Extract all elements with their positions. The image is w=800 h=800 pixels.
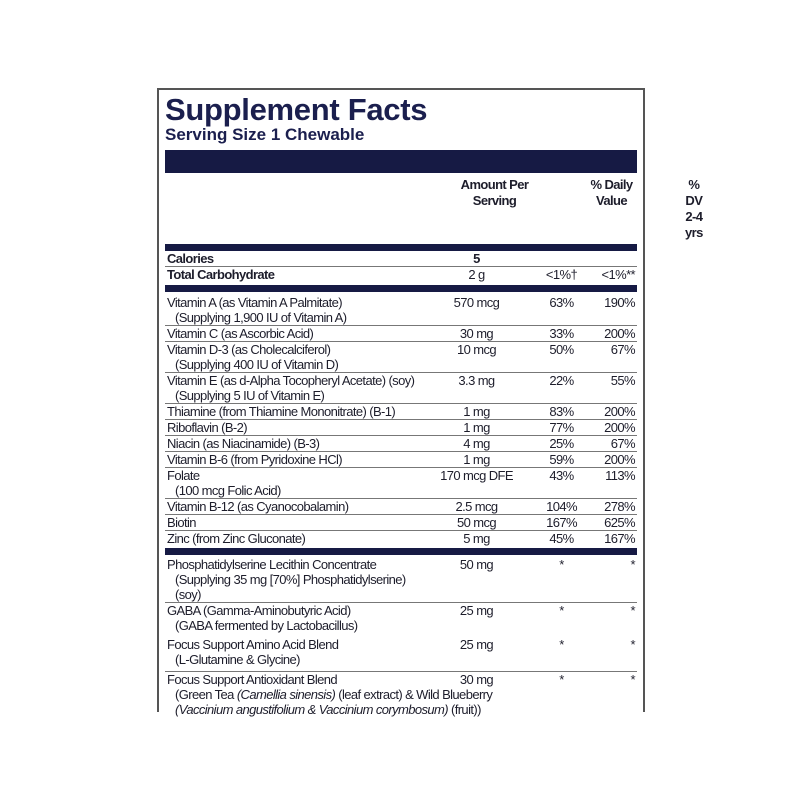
daily-value: 104%: [546, 499, 577, 514]
dv-2-4: 200%: [604, 326, 635, 341]
daily-value: *: [559, 557, 564, 572]
ingredient-name: Focus Support Antioxidant Blend: [167, 672, 338, 687]
amount: 25 mg: [459, 603, 494, 618]
table-row: [165, 404, 637, 420]
ingredient-name: GABA (Gamma-Aminobutyric Acid): [167, 603, 351, 618]
dv-2-4: *: [630, 672, 635, 687]
nutrient-name: [165, 295, 429, 325]
table-row: [165, 342, 637, 373]
ingredient-name: Vitamin B-6 (from Pyridoxine HCl): [167, 452, 343, 467]
vitamin-list: [165, 295, 637, 546]
detail-part: (Camellia sinensis): [236, 687, 336, 702]
daily-value: *: [559, 672, 564, 687]
nutrient-name: [165, 557, 429, 602]
serving-size: Serving Size 1 Chewable: [165, 125, 365, 144]
daily-value: *: [559, 637, 564, 652]
nutrient-name: [165, 326, 429, 341]
amount: 1 mg: [463, 404, 490, 419]
nutrient-name: [165, 603, 429, 637]
other-ingredients-list: [165, 557, 637, 717]
dv-2-4: 113%: [605, 468, 635, 483]
nutrient-name: Calories: [167, 251, 214, 266]
dv-2-4: 625%: [604, 515, 635, 530]
dv-2-4: *: [630, 557, 635, 572]
table-row: [165, 672, 637, 717]
dv-2-4: 67%: [610, 436, 635, 451]
ingredient-name: Folate: [167, 468, 200, 483]
amount: 30 mg: [459, 326, 494, 341]
daily-value: 50%: [549, 342, 574, 357]
detail-part: (Vaccinium angustifolium & Vaccinium corymbosum): [175, 702, 448, 717]
amount: 5: [473, 251, 480, 266]
daily-value: 63%: [549, 295, 574, 310]
table-row: [165, 436, 637, 452]
daily-value: 77%: [549, 420, 574, 435]
daily-value: 59%: [549, 452, 574, 467]
supplement-facts-panel: [157, 88, 703, 717]
detail-part: (fruit)): [447, 702, 481, 717]
table-row: [165, 499, 637, 515]
table-row: [165, 452, 637, 468]
nutrient-name: [165, 342, 429, 372]
divider-bar: [165, 548, 637, 555]
divider-bar: [165, 285, 637, 292]
nutrient-name: [165, 452, 429, 467]
amount: 2.5 mcg: [455, 499, 498, 514]
nutrient-name: [165, 373, 429, 403]
ingredient-detail: (Supplying 5 IU of Vitamin E): [175, 388, 325, 403]
nutrient-name: [165, 637, 429, 671]
ingredient-detail: (L-Glutamine & Glycine): [175, 652, 300, 667]
nutrient-name: [165, 436, 429, 451]
ingredient-detail: (Supplying 400 IU of Vitamin D): [175, 357, 339, 372]
ingredient-name: Zinc (from Zinc Gluconate): [167, 531, 306, 546]
divider-bar: [165, 150, 637, 173]
panel-title: Supplement Facts: [165, 92, 428, 127]
amount: 170 mcg DFE: [440, 468, 513, 483]
dv-2-4: *: [630, 603, 635, 618]
ingredient-name: Vitamin B-12 (as Cyanocobalamin): [167, 499, 349, 514]
table-row: [165, 531, 637, 546]
table-row: [165, 468, 637, 499]
daily-value: 83%: [549, 404, 574, 419]
dv-2-4: 190%: [604, 295, 635, 310]
daily-value: 33%: [549, 326, 574, 341]
dv-2-4: 278%: [604, 499, 635, 514]
ingredient-detail: (GABA fermented by Lactobacillus): [175, 618, 358, 633]
calories-row: [165, 251, 637, 267]
amount: 50 mcg: [456, 515, 497, 530]
dv-2-4: <1%**: [601, 267, 635, 282]
ingredient-detail: (100 mcg Folic Acid): [175, 483, 281, 498]
ingredient-name: Focus Support Amino Acid Blend: [167, 637, 339, 652]
table-row: [165, 637, 637, 672]
daily-value: 43%: [549, 468, 574, 483]
detail-part: (leaf extract) & Wild Blueberry: [335, 687, 493, 702]
amount: 10 mcg: [456, 342, 497, 357]
ingredient-name: Vitamin D-3 (as Cholecalciferol): [167, 342, 331, 357]
nutrient-name: [165, 515, 429, 530]
amount: 1 mg: [463, 452, 490, 467]
carb-row: [165, 267, 637, 282]
ingredient-detail: (Supplying 35 mg [70%] Phosphatidylserine) (soy): [175, 572, 406, 602]
header-dv24: % DV 2-4 yrs: [685, 177, 703, 240]
table-row: [165, 373, 637, 404]
amount: 25 mg: [459, 637, 494, 652]
table-row: [165, 603, 637, 637]
table-row: [165, 557, 637, 603]
dv-2-4: 55%: [610, 373, 635, 388]
dv-2-4: 200%: [604, 420, 635, 435]
daily-value: <1%†: [545, 267, 578, 282]
table-row: [165, 295, 637, 326]
header-amount: Amount Per Serving: [460, 177, 529, 208]
daily-value: 25%: [549, 436, 574, 451]
ingredient-name: Vitamin E (as d-Alpha Tocopheryl Acetate) (soy): [167, 373, 415, 388]
amount: 30 mg: [459, 672, 494, 687]
amount: 4 mg: [463, 436, 490, 451]
dv-2-4: 200%: [604, 404, 635, 419]
ingredient-name: Vitamin A (as Vitamin A Palmitate): [167, 295, 342, 310]
ingredient-name: Niacin (as Niacinamide) (B-3): [167, 436, 320, 451]
nutrient-name: [165, 531, 429, 546]
nutrient-name: [165, 420, 429, 435]
dv-2-4: 200%: [604, 452, 635, 467]
divider-bar: [165, 244, 637, 251]
daily-value: *: [559, 603, 564, 618]
amount: 3.3 mg: [458, 373, 495, 388]
nutrient-name: Total Carbohydrate: [167, 267, 275, 282]
amount: 1 mg: [463, 420, 490, 435]
ingredient-name: Vitamin C (as Ascorbic Acid): [167, 326, 314, 341]
ingredient-name: Phosphatidylserine Lecithin Concentrate: [167, 557, 377, 572]
table-row: [165, 420, 637, 436]
daily-value: 167%: [546, 515, 577, 530]
amount: 570 mcg: [453, 295, 500, 310]
amount: 2 g: [468, 267, 485, 282]
column-headers: [165, 173, 703, 244]
table-row: [165, 515, 637, 531]
nutrient-name: [165, 468, 429, 498]
nutrient-name: [165, 404, 429, 419]
ingredient-name: Biotin: [167, 515, 196, 530]
amount: 5 mg: [463, 531, 490, 546]
ingredient-name: Riboflavin (B-2): [167, 420, 247, 435]
amount: 50 mg: [459, 557, 494, 572]
daily-value: 45%: [549, 531, 574, 546]
dv-2-4: 167%: [604, 531, 635, 546]
table-row: [165, 326, 637, 342]
dv-2-4: 67%: [610, 342, 635, 357]
daily-value: 22%: [549, 373, 574, 388]
nutrient-name: [165, 499, 429, 514]
ingredient-detail: (Supplying 1,900 IU of Vitamin A): [175, 310, 347, 325]
dv-2-4: *: [630, 637, 635, 652]
detail-part: (Green Tea: [175, 687, 237, 702]
ingredient-name: Thiamine (from Thiamine Mononitrate) (B-1): [167, 404, 396, 419]
header-daily: % Daily Value: [590, 177, 633, 208]
